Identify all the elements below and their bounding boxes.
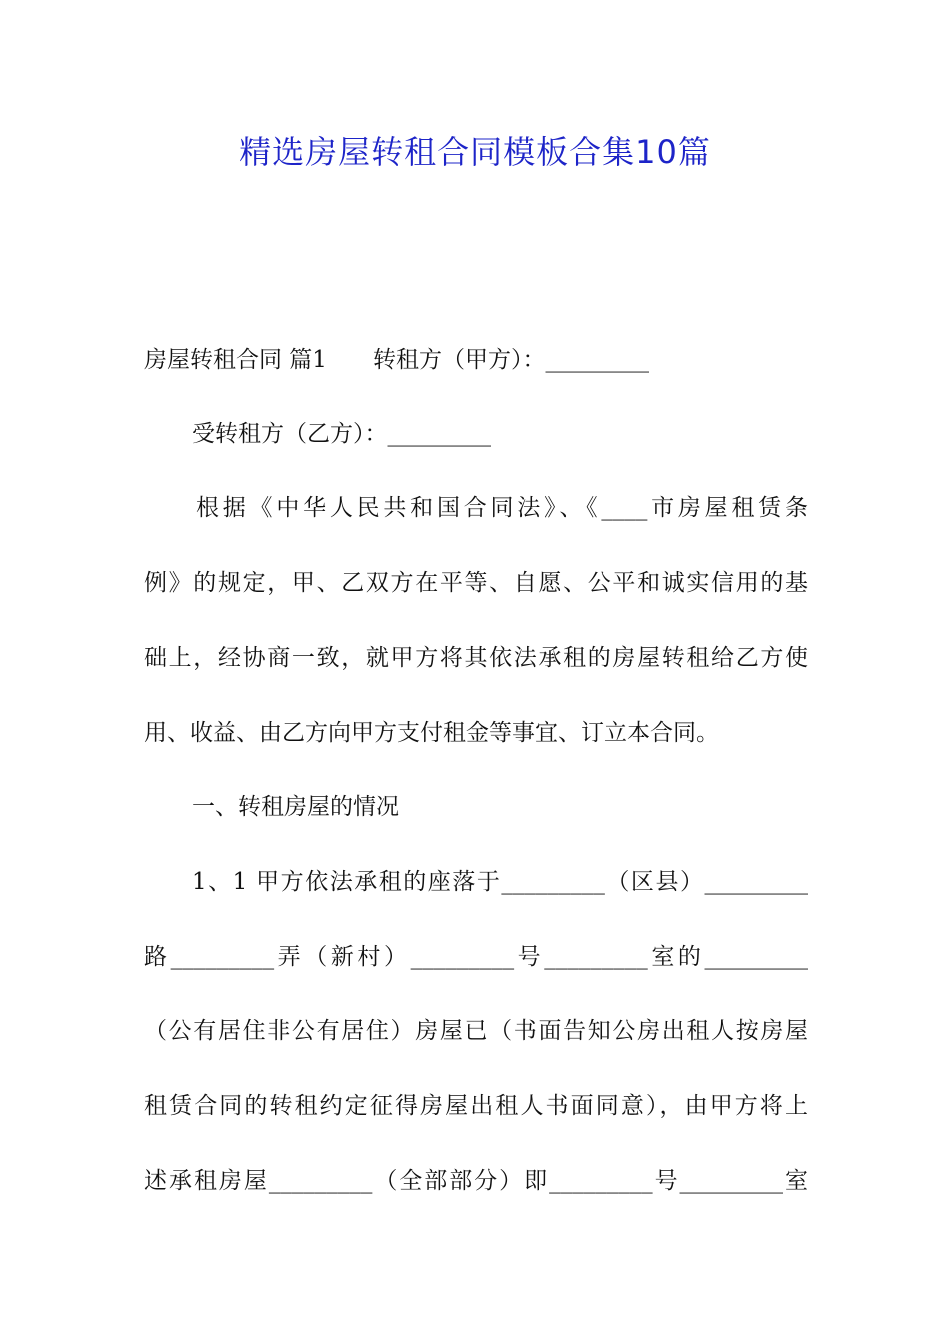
document-title: 精选房屋转租合同模板合集10篇 bbox=[239, 133, 711, 171]
text-line-clause-3: （公有居住非公有居住）房屋已（书面告知公房出租人按房屋 bbox=[144, 1018, 808, 1044]
text-line-paragraph-4: 用、收益、由乙方向甲方支付租金等事宜、订立本合同。 bbox=[144, 720, 719, 746]
text-line-clause-4: 租赁合同的转租约定征得房屋出租人书面同意），由甲方将上 bbox=[144, 1093, 808, 1119]
text-line-clause-1: 1、1 甲方依法承租的座落于_________（区县）_________ bbox=[192, 869, 808, 895]
text-line-paragraph-3: 础上，经协商一致，就甲方将其依法承租的房屋转租给乙方使 bbox=[144, 645, 808, 671]
text-line-paragraph-2: 例》的规定，甲、乙双方在平等、自愿、公平和诚实信用的基 bbox=[144, 570, 808, 596]
text-line-paragraph-1: 根据《中华人民共和国合同法》、《____市房屋租赁条 bbox=[196, 495, 808, 521]
text-line-clause-2: 路_________弄（新村）_________号_________室的_________ bbox=[144, 944, 808, 970]
text-line-lessee: 受转租方（乙方）：_________ bbox=[192, 421, 491, 447]
text-line-contract-heading: 房屋转租合同 篇1 转租方（甲方）：_________ bbox=[144, 347, 649, 373]
text-line-clause-5: 述承租房屋_________（全部部分）即_________号_________室 bbox=[144, 1168, 808, 1194]
section-heading-1: 一、转租房屋的情况 bbox=[192, 794, 399, 820]
